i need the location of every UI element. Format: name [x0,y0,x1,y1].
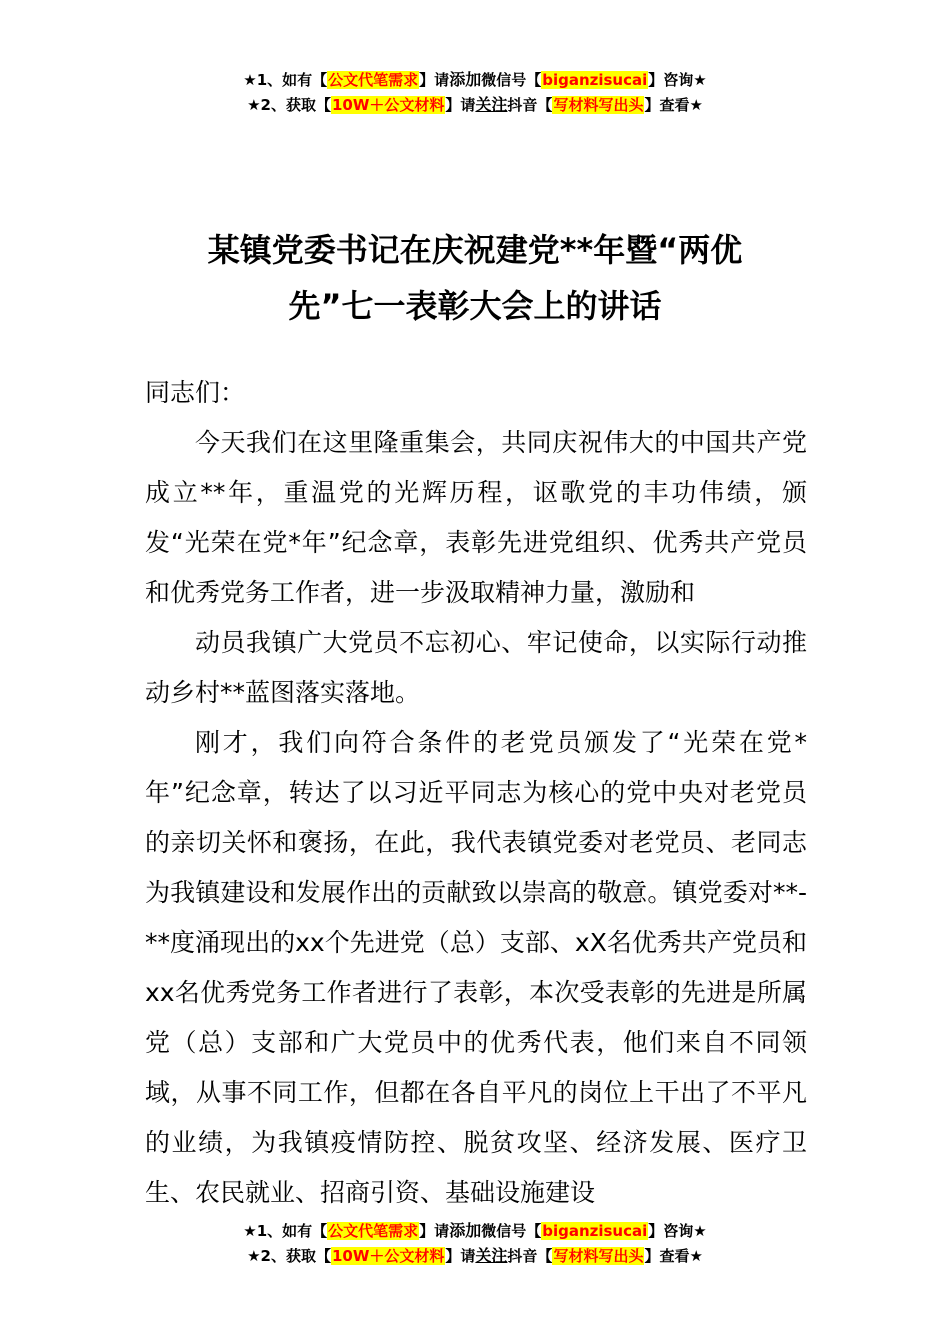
promo-banner-footer-line-2 [0,1245,950,1267]
promo-text: 】咨询★ [648,1222,707,1240]
promo-emphasis: 添加 [449,1221,482,1240]
promo-text: ★1、如有【 [243,71,328,89]
douyin-id-highlight: 写材料写出头 [553,1247,644,1265]
promo-text: ★1、如有【 [243,1222,328,1240]
document-body [145,368,807,1218]
promo-text: 】请 [419,1222,450,1240]
promo-text: ★2、获取【 [247,96,331,114]
promo-text: 】请 [445,1247,476,1265]
promo-text: 抖音【 [507,1247,553,1265]
promo-highlight: 10W＋公文材料 [331,96,445,114]
title-line-1: 某镇党委书记在庆祝建党**年暨“两优 [207,231,743,269]
title-line-2: 先”七一表彰大会上的讲话 [288,287,662,325]
salutation: 同志们： [145,378,246,407]
wechat-id-highlight: biganzisucai [542,1222,648,1240]
paragraph: 刚才，我们向符合条件的老党员颁发了“光荣在党*年”纪念章，转达了以习近平同志为核心的党中央对老党员的亲切关怀和褒扬，在此，我代表镇党委对老党员、老同志为我镇建设和发展作出的贡献致以崇高的敬意。镇党委对**-**度涌现出的xx个先进党（总）支部、xX名优秀共产党员和xx名优秀党务工作者进行了表彰，本次受表彰的先进是所属党（总）支部和广大党员中的优秀代表，他们来自不同领域，从事不同工作，但都在各自平凡的岗位上干出了不平凡的业绩，为我镇疫情防控、脱贫攻坚、经济发展、医疗卫生、农民就业、招商引资、基础设施建设 [145,728,807,1207]
promo-text: 】请 [445,96,476,114]
wechat-id-highlight: biganzisucai [542,71,648,89]
promo-highlight: 10W＋公文材料 [331,1247,445,1265]
promo-banner-line-1 [0,69,950,91]
promo-highlight: 公文代笔需求 [328,71,419,89]
promo-text: 】查看★ [644,1247,703,1265]
paragraph: 动员我镇广大党员不忘初心、牢记使命，以实际行动推动乡村**蓝图落实落地。 [145,628,807,707]
promo-banner-footer-line-1 [0,1220,950,1242]
promo-text: 抖音【 [507,96,553,114]
promo-text: 】查看★ [644,96,703,114]
promo-emphasis: 关注 [475,95,508,114]
douyin-id-highlight: 写材料写出头 [553,96,644,114]
promo-text: 微信号【 [481,1222,542,1240]
promo-text: 】咨询★ [648,71,707,89]
document-title [145,222,805,334]
promo-text: 微信号【 [481,71,542,89]
promo-text: ★2、获取【 [247,1247,331,1265]
promo-highlight: 公文代笔需求 [328,1222,419,1240]
paragraph: 今天我们在这里隆重集会，共同庆祝伟大的中国共产党成立**年，重温党的光辉历程，讴歌党的丰功伟绩，颁发“光荣在党*年”纪念章，表彰先进党组织、优秀共产党员和优秀党务工作者，进一步汲取精神力量，激励和 [145,428,807,607]
promo-text: 】请 [419,71,450,89]
promo-emphasis: 添加 [449,70,482,89]
promo-emphasis: 关注 [475,1246,508,1265]
promo-banner-line-2 [0,94,950,116]
